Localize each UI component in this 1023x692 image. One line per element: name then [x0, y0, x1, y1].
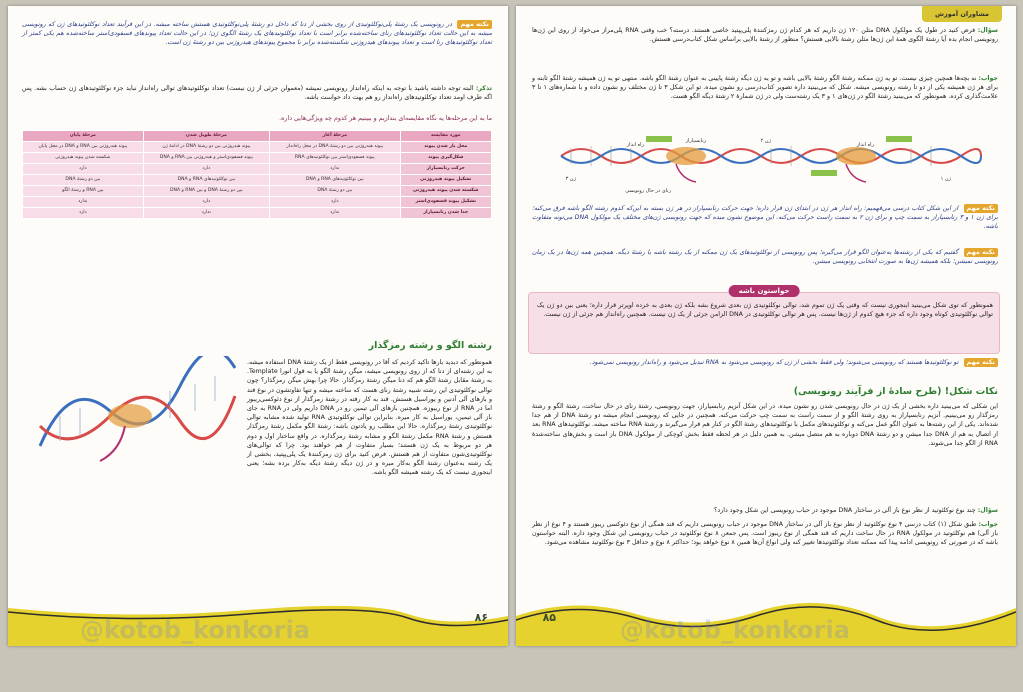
table-cell: پیوند فسفودی‌استر و هیدروژنی بین RNA و DNA — [143, 153, 269, 164]
table-cell: بین نوکلئوتیدهای RNA و DNA — [143, 175, 269, 186]
left-page — [8, 6, 508, 646]
callout-text: در رونویسی یک رشتهٔ پلی‌نوکلئوتیدی از روی بخشی از دنا که داخل دو رشتهٔ پلی‌نوکلئوتیدی هستش ساخته میشه. در این فرآیند تعداد نوکلئوتیدهای ژن که رونویسی میشه به این حالت تعداد نوکلئوتیدهای رنای ساخته‌شده برابر است با تعداد نوکلئوتیدهای یک رشتهٔ الگوی ژن؛ در این حالت تعداد پیوندهای فسفودی‌استر ساخته‌شده هم یکی کمتر از تعداد نوکلئوتیدهای رنا است و تعداد پیوندهای هیدروژنی شکسته‌شده برابر با مجموع پیوندهای هیدروژنی بین دو رشتهٔ ژن است. — [22, 21, 492, 47]
table-row — [23, 164, 492, 175]
table-cell: پیوند هیدروژنی بین دو رشتهٔ DNA در ادامهٔ ژن — [143, 142, 269, 153]
answer-tag: جواب: — [978, 75, 998, 82]
section-body: همونطور که دیدید بارها تاکید کردیم که آقا در رونویسی فقط از یک رشتهٔ DNA استفاده میشه. به این رشته‌ای از دنا که از روی رونویسی میشه، میگن رشتهٔ الگو یا به قول انورا Template. به رشتهٔ مقابل رشتهٔ الگو هم که دنا میگن رشتهٔ رمزگذار. حالا چرا بهش میگن رمزگذار؟ چون توالی نوکلئوتیدی این رشته شبیه رشتهٔ رنای هست که ساخته میشه و تنها تفاوتشون در نوع قند و بازهای آلی آدنین و یوراسیل هستش. قند به کار رفته در رشتهٔ رمزگذار از نوع دئوکسی‌ریبوز اما در RNA از نوع ریبوزه. همچنین بازهای آلی تیمین رو در DNA داریم ولی در RNA به جای باز آلی تیمین، یوراسیل به کار میره. بنابراین توالی نوکلئوتیدی RNA تولید شده مشابه توالی نوکلئوتیدی رشتهٔ رمزگذاره. حالا این مطلب رو یادتون باشه: رشتهٔ الگو مکمل رشتهٔ رمزگذار هستش و رشتهٔ RNA مکمل رشتهٔ الگو و مشابه رشتهٔ رمزگذاره. در واقع ساختار اول و دوم هر دو مربوط به یک ژن هستند؛ بسیار متفاوت از هم خواهند بود. چرا که توالی‌های نوکلئوتیدی‌شون متفاوت از هم هستش. فرض کنید برای ژن رمزکنندهٔ یک پلی‌پپتید، بخشی از یک رشته به‌عنوان رشتهٔ الگو به‌کار میره و در ژن دیگه رشتهٔ دیگه به‌کار برده بشه؛ یعنی اینجوری نیست که یک رشته همیشه الگو باشه. — [247, 359, 492, 477]
table-cell: ندارد — [143, 208, 269, 219]
table-row — [23, 208, 492, 219]
table-row — [23, 186, 492, 197]
answer-2 — [532, 520, 998, 548]
table-cell: ندارد — [270, 208, 400, 219]
table-cell: پیوند فسفودی‌استر بین نوکلئوتیدهای RNA — [270, 153, 400, 164]
table-row — [23, 153, 492, 164]
question-text: فرض کنید در طول یک مولکول DNA مثلن ۱۲۰ ژن داریم که هر کدام ژن رمزکنندهٔ پلی‌پپتید خاصی هستند. درسته؟ خب وقتی RNA پلی‌مراز می‌خواد از روی این ژن‌ها رونویسی انجام بده آیا رشتهٔ الگوی همهٔ این ژن‌ها مثلن رشتهٔ بالایی هستش؟ منظور از رشتهٔ بالایی براساس شکل کتاب‌درسی هستش. — [532, 27, 998, 44]
answer-text: نه بچه‌ها همچین چیزی نیست. تو یه ژن ممکنه رشتهٔ الگو رشتهٔ بالایی باشه و تو یه ژن دیگه رشتهٔ پایینی به عنوان رشتهٔ الگو باشه. منتهی تو یه ژن همیشه رشتهٔ الگو ثابته و برای هر ژن همیشه یکی از دو تا رشته رونویسی میشه. شکل که می‌بینید داره تصویر کتاب‌درسی رو نشون میده. تو این شکل ۳ تا ژن مختلف رو نشون داده و با شماره‌های ۱ تا ۳ علامت‌گذاری کرده. همونطور که می‌بینید رشتهٔ الگو در ژن‌های ۱ و ۳ یک رشته‌ست ولی در ژن شمارهٔ ۲ رشتهٔ دیگه الگو هست. — [532, 75, 998, 101]
table-header-cell: مورد مقایسه — [400, 131, 492, 142]
table-row-header: جدا شدن رنابسپاراز — [400, 208, 492, 219]
rna-polymerase-2 — [836, 147, 876, 165]
table-cell: بین RNA و رشتهٔ الگو — [23, 186, 144, 197]
table-header-cell: مرحلهٔ پایان — [23, 131, 144, 142]
right-page — [516, 6, 1016, 646]
table-cell: پیوند هیدروژنی بین RNA و DNA در محل پایان — [23, 142, 144, 153]
attention-box-title: حواستون باشه — [729, 285, 800, 297]
section-body: این شکلی که می‌بینید داره بخشی از یک ژن در حال رونویسی شدن رو نشون میده. در این شکل آنزیم رنابسپاراز، جهت رونویسی، رشتهٔ رنای در حال ساخت، رشتهٔ الگو و رشتهٔ رمزگذار رو می‌بینیم. آنزیم رنابسپاراز به روی رشتهٔ الگو و از سمت راست به سمت چپ حرکت می‌کنه. همچنین در جایی که رونویسی انجام میشه دو رشتهٔ DNA از هم جدا شده‌اند. یکی از این رشته‌ها به عنوان الگو عمل می‌کنه و نوکلئوتیدهای مکمل با نوکلئوتیدهای رشتهٔ الگو در کنار هم قرار می‌گیرند و رشتهٔ RNA ساخته میشه. نوکلئوتیدهای RNA بعد از اتصال به هم از DNA جدا میشن و دو رشتهٔ DNA دوباره به هم متصل میشن. به همین دلیل در هر لحظه فقط بخش کوچکی از مولکول DNA باز است و بخش‌های ساخته‌شدهٔ RNA از الگو جدا می‌شوند. — [532, 403, 999, 447]
rna-polymerase-1 — [666, 147, 706, 165]
callout-text: تو نوکلئوتیدها هستند که رونویسی می‌شوند؛ ولی فقط بخشی از ژن که رونویسی می‌شود به RNA تبدیل می‌شود و راه‌انداز رونویسی نمی‌شود. — [589, 359, 959, 366]
table-cell: دارد — [143, 164, 269, 175]
attention-box — [528, 287, 1000, 354]
watermark: @kotob_konkoria — [80, 616, 310, 644]
page-header-label: مشاوران آموزش — [922, 6, 1002, 22]
answer-1 — [532, 74, 998, 102]
table-cell: دارد — [270, 197, 400, 208]
promoter-label: راه انداز — [626, 142, 644, 148]
section-title: نکات شکل! (طرح سادهٔ از فرآیند رونویسی) — [793, 386, 998, 397]
promoter-label: راه انداز — [856, 142, 874, 148]
callout-tag: نکته مهم — [964, 204, 999, 213]
section-title: رشته الگو و رشته رمزگذار — [368, 340, 492, 351]
table-cell: دارد — [143, 197, 269, 208]
table-row — [23, 142, 492, 153]
question-tag: سؤال: — [977, 27, 998, 34]
callout-1 — [532, 204, 998, 232]
table-row-header: محل باز شدن پیوند — [400, 142, 492, 153]
table-cell: شکسته شدن پیوند هیدروژنی — [23, 153, 144, 164]
gene-3-label: ژن ۳ — [565, 176, 576, 182]
watermark: @kotob_konkoria — [620, 616, 850, 644]
table-cell: دارد — [23, 208, 144, 219]
tip — [22, 84, 492, 102]
callout-tag: نکته مهم — [964, 358, 999, 367]
table-intro: ما به این مرحله‌ها یه نگاه مقایسه‌ای بندازیم و ببینیم هر کدوم چه ویژگی‌هایی داره. — [279, 115, 492, 122]
table-header-cell: مرحلهٔ طویل شدن — [143, 131, 269, 142]
table-cell: ندارد — [270, 164, 400, 175]
question-2 — [532, 506, 998, 515]
table-row — [23, 175, 492, 186]
table-header-cell: مرحلهٔ آغاز — [270, 131, 400, 142]
page-number: ۸۶ — [474, 611, 488, 624]
dna-transcription-figure — [30, 356, 240, 466]
attention-box-text: همونطور که توی شکل می‌بینید اینجوری نیست که وقتی یک ژن تموم شد، توالی نوکلئوتیدی ژن بعدی شروع بشه بلکه ژن بعدی به خرده اوپرتر قرار داره؛ یعنی بین دو ژن یک توالی نوکلئوتیدی کوتاه وجود داره که جزء هیچ کدوم از ژن‌ها نیست. پس هر توالی نوکلئوتیدی در DNA الزامن جزئی از یک ژن نیست. همچنین راه‌انداز هم جزئی از ژن نیست. — [537, 302, 993, 319]
callout-3 — [532, 358, 998, 367]
callout-text: از این شکل کتاب درسی می‌فهمیم: راه انداز هر ژن در ابتدای ژن قرار داره؛ جهت حرکت رنابسپاراز در هر ژن بسته به این‌که کدوم رشته الگو باشه فرق می‌کنه؛ برای ژن ۱ و ۳ رنابسپاراز به سمت چپ و برای ژن ۲ به سمت راست حرکت می‌کنه. این موضوع نشون میده که جهت رونویسی ژن‌های مختلف یک مولکول DNA می‌تونه متفاوت باشه. — [532, 205, 999, 231]
answer-text: طبق شکل (۱) کتاب درسی ۴ نوع نوکلئوتید از نظر نوع باز آلی در ساختار DNA موجود در حباب رونویسی داریم که قند همگی از نوع دئوکسی ریبوز هستند و ۴ نوع از نظر باز آلی) هم نوکلئوتید در مولکول RNA در حال ساخت داریم که قند همگی از نوع ریبوز است. پس جمعن ۸ نوع نوکلئوتید در حباب رونویسی این شکل وجود داره. البته حواستون باشه که در صورتی که رونویسی ادامه پیدا کنه ممکنه تعداد نوکلئوتیدها تغییر کنه ولی انواع آن‌ها همین ۸ نوع خواهد بود؛ حداکثر ۸ نوع و حداقل ۳ نوع نوکلئوتید مشاهده می‌شود. — [532, 521, 999, 547]
table-row-header: تشکیل پیوند فسفودی‌استر — [400, 197, 492, 208]
answer-tag: جواب: — [978, 521, 998, 528]
question-1 — [532, 26, 998, 44]
table-row-header: حرکت رنابسپاراز — [400, 164, 492, 175]
callout-tag: نکته مهم — [964, 248, 999, 257]
callout-text: گفتیم که یکی از رشته‌ها به‌عنوان الگو قرار می‌گیره؛ پس رونویسی از نوکلئوتیدهای یک ژن ممکنه از یک رشته باشه یا رشتهٔ دیگه. همچنین همه ژن‌ها در یک زمان رونویسی نمیشن؛ بلکه همیشه ژن‌ها به صورت انتخابی رونویسی میشن. — [532, 249, 998, 266]
table-cell: دارد — [23, 164, 144, 175]
table-cell: بین دو رشتهٔ DNA — [270, 186, 400, 197]
gene-1-label: ژن ۱ — [940, 176, 951, 182]
table-row — [23, 197, 492, 208]
table-cell: بین دو رشتهٔ DNA و بین RNA و DNA — [143, 186, 269, 197]
table-cell: بین دو رشتهٔ DNA — [23, 175, 144, 186]
callout-tag: نکته مهم — [457, 20, 492, 29]
question-text: چند نوع نوکلئوتید از نظر نوع باز آلی در ساختار DNA موجود در حباب رونویسی این شکل وجود دارد؟ — [714, 507, 976, 514]
dna-genes-figure — [556, 134, 986, 196]
callout-2 — [532, 248, 998, 266]
tip-text: البته توجه داشته باشید با توجه به اینکه راه‌انداز رونویسی نمیشه (معمولن جزئی از ژن نیست) تعداد نوکلئوتیدهای توالی راه‌انداز نباید جزء نوکلئوتیدهای ژن حساب بشه. پس اگه طرف اومد تعداد نوکلئوتیدهای راه‌انداز رو هم بهت داد حواست باشه. — [22, 85, 492, 102]
tip-tag: تذکر: — [475, 85, 492, 92]
table-cell: پیوند هیدروژنی بین دو رشتهٔ DNA در محل راه‌انداز — [270, 142, 400, 153]
table-row-header: شکل‌گیری پیوند — [400, 153, 492, 164]
rna-polymerase — [108, 404, 152, 428]
rna-polymerase-label: رنابسپاراز — [685, 138, 706, 144]
callout-top — [22, 20, 492, 48]
gene-2-label: ژن ۲ — [760, 138, 771, 144]
active-rna-label: رنای در حال رونویسی — [625, 188, 671, 194]
table-cell: ندارد — [23, 197, 144, 208]
comparison-table — [22, 130, 492, 219]
table-row-header: شکسته شدن پیوند هیدروژنی — [400, 186, 492, 197]
question-tag: سؤال: — [977, 507, 998, 514]
table-row-header: تشکیل پیوند هیدروژنی — [400, 175, 492, 186]
page-number: ۸۵ — [542, 611, 556, 624]
table-cell: بین نوکلئوتیدهای RNA و DNA — [270, 175, 400, 186]
